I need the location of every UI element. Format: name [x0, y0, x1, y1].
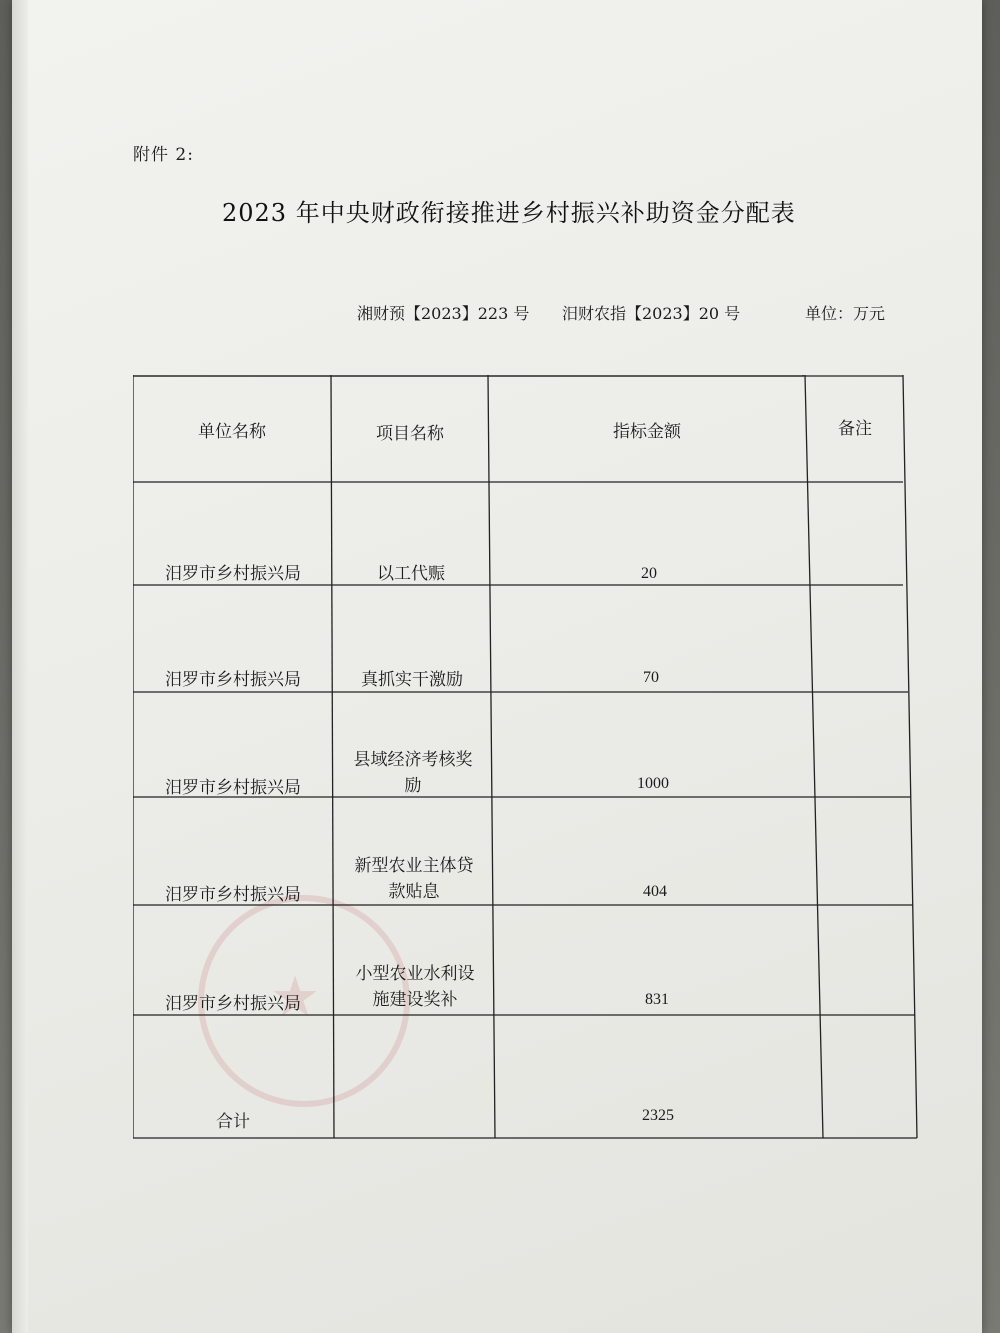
table-row-3-amount: 1000: [637, 775, 669, 792]
doc-number-1: 湘财预【2023】223 号: [357, 304, 530, 323]
table-row-3-project-line1: 县域经济考核奖: [353, 750, 473, 770]
table-row-3-unit: 汨罗市乡村振兴局: [165, 778, 301, 798]
table-row-1-unit: 汨罗市乡村振兴局: [165, 564, 301, 584]
table-row-5-project-line2: 施建设奖补: [372, 990, 458, 1010]
table-row-5-project-line1: 小型农业水利设: [355, 964, 475, 984]
document-title: 2023 年中央财政衔接推进乡村振兴补助资金分配表: [222, 199, 796, 227]
table-row-1-project: 以工代赈: [377, 564, 445, 584]
table-row-5-amount: 831: [645, 991, 669, 1008]
table-row-4-project-line1: 新型农业主体贷: [354, 856, 474, 876]
seal-star-icon: ★: [270, 965, 321, 1030]
table-row-5-unit: 汨罗市乡村振兴局: [165, 994, 301, 1014]
header-project-name: 项目名称: [376, 424, 444, 444]
table-row-2-unit: 汨罗市乡村振兴局: [165, 670, 301, 690]
attachment-label: 附件 2:: [133, 145, 194, 165]
table-row-4-amount: 404: [643, 883, 667, 900]
allocation-table: [133, 375, 918, 1139]
total-label: 合计: [216, 1112, 250, 1132]
header-remark: 备注: [838, 419, 872, 439]
table-row-2-amount: 70: [643, 669, 659, 686]
table-row-3-project-line2: 励: [404, 776, 422, 796]
table-grid-lines: [133, 375, 918, 1139]
total-amount: 2325: [642, 1107, 674, 1124]
table-row-2-project: 真抓实干激励: [361, 670, 463, 690]
doc-number-2: 汨财农指【2023】20 号: [562, 304, 741, 323]
header-amount: 指标金额: [613, 422, 681, 442]
paper-edge: [12, 0, 28, 1333]
unit-label: 单位：万元: [805, 304, 886, 323]
table-row-1-amount: 20: [641, 565, 657, 582]
table-row-4-unit: 汨罗市乡村振兴局: [165, 885, 301, 905]
header-unit-name: 单位名称: [198, 422, 266, 442]
table-row-4-project-line2: 款贴息: [388, 882, 440, 902]
